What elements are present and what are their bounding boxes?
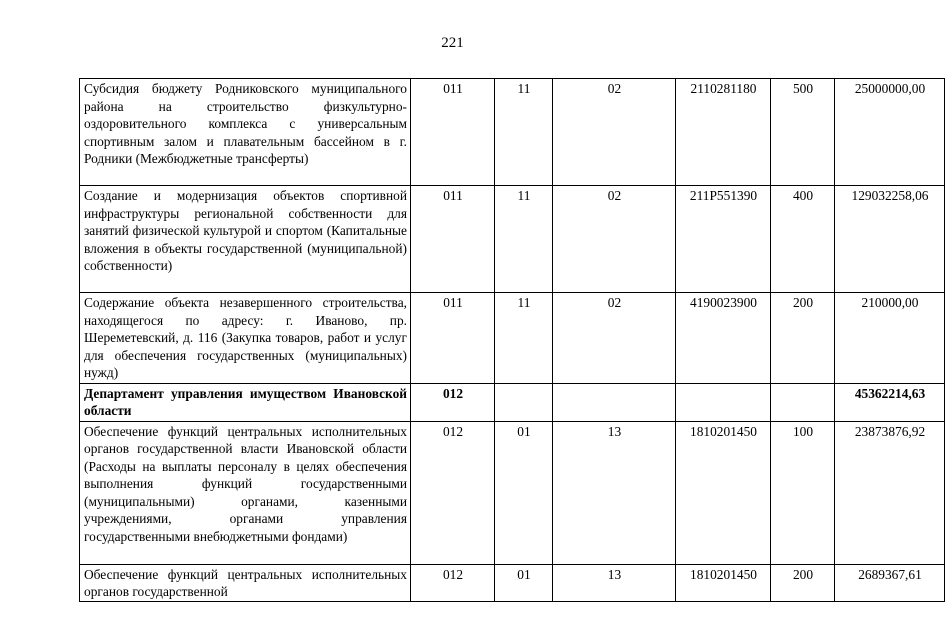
- target-code: 1810201450: [676, 421, 771, 564]
- ministry-code: 012: [411, 421, 495, 564]
- row-description: Обеспечение функций центральных исполнительных органов государственной: [80, 564, 411, 601]
- target-code: 211P551390: [676, 186, 771, 293]
- amount: 210000,00: [835, 293, 945, 384]
- table-row: [80, 421, 945, 564]
- row-description: Содержание объекта незавершенного строительства, находящегося по адресу: г. Иваново, пр. Шереметевский, д. 116 (Закупка товаров, работ и услуг для обеспечения государственных (муниципальных) нужд): [80, 293, 411, 384]
- subsection-code: 02: [553, 186, 676, 293]
- table-row: [80, 383, 945, 421]
- section-code: 11: [495, 293, 553, 384]
- expense-type-code: 100: [771, 421, 835, 564]
- ministry-code: 012: [411, 383, 495, 421]
- section-code: 11: [495, 186, 553, 293]
- ministry-code: 012: [411, 564, 495, 601]
- amount: 129032258,06: [835, 186, 945, 293]
- expense-type-code: [771, 383, 835, 421]
- expense-type-code: 500: [771, 79, 835, 186]
- row-description: Обеспечение функций центральных исполнительных органов государственной власти Ивановской области (Расходы на выплаты персоналу в целях обеспечения выполнения функций государственными (муниципальными) органами, казенными учреждениями, органами управления государственными внебюджетными фондами): [80, 421, 411, 564]
- budget-table: [79, 78, 945, 602]
- row-description: Департамент управления имуществом Ивановской области: [80, 383, 411, 421]
- expense-type-code: 200: [771, 564, 835, 601]
- section-code: [495, 383, 553, 421]
- target-code: [676, 383, 771, 421]
- section-code: 01: [495, 564, 553, 601]
- target-code: 2110281180: [676, 79, 771, 186]
- table-row: [80, 564, 945, 601]
- subsection-code: 13: [553, 564, 676, 601]
- amount: 23873876,92: [835, 421, 945, 564]
- subsection-code: 02: [553, 79, 676, 186]
- table-row: [80, 186, 945, 293]
- subsection-code: [553, 383, 676, 421]
- amount: 2689367,61: [835, 564, 945, 601]
- target-code: 4190023900: [676, 293, 771, 384]
- amount: 25000000,00: [835, 79, 945, 186]
- expense-type-code: 400: [771, 186, 835, 293]
- ministry-code: 011: [411, 79, 495, 186]
- section-code: 11: [495, 79, 553, 186]
- subsection-code: 02: [553, 293, 676, 384]
- expense-type-code: 200: [771, 293, 835, 384]
- row-description: Субсидия бюджету Родниковского муниципального района на строительство физкультурно-оздоровительного комплекса с универсальным спортивным залом и плавательным бассейном в г. Родники (Межбюджетные трансферты): [80, 79, 411, 186]
- target-code: 1810201450: [676, 564, 771, 601]
- page-number: 221: [441, 35, 464, 51]
- table-row: [80, 79, 945, 186]
- row-description: Создание и модернизация объектов спортивной инфраструктуры региональной собственности для занятий физической культурой и спортом (Капитальные вложения в объекты государственной (муниципальной) собственности): [80, 186, 411, 293]
- ministry-code: 011: [411, 186, 495, 293]
- subsection-code: 13: [553, 421, 676, 564]
- ministry-code: 011: [411, 293, 495, 384]
- section-code: 01: [495, 421, 553, 564]
- table-row: [80, 293, 945, 384]
- amount: 45362214,63: [835, 383, 945, 421]
